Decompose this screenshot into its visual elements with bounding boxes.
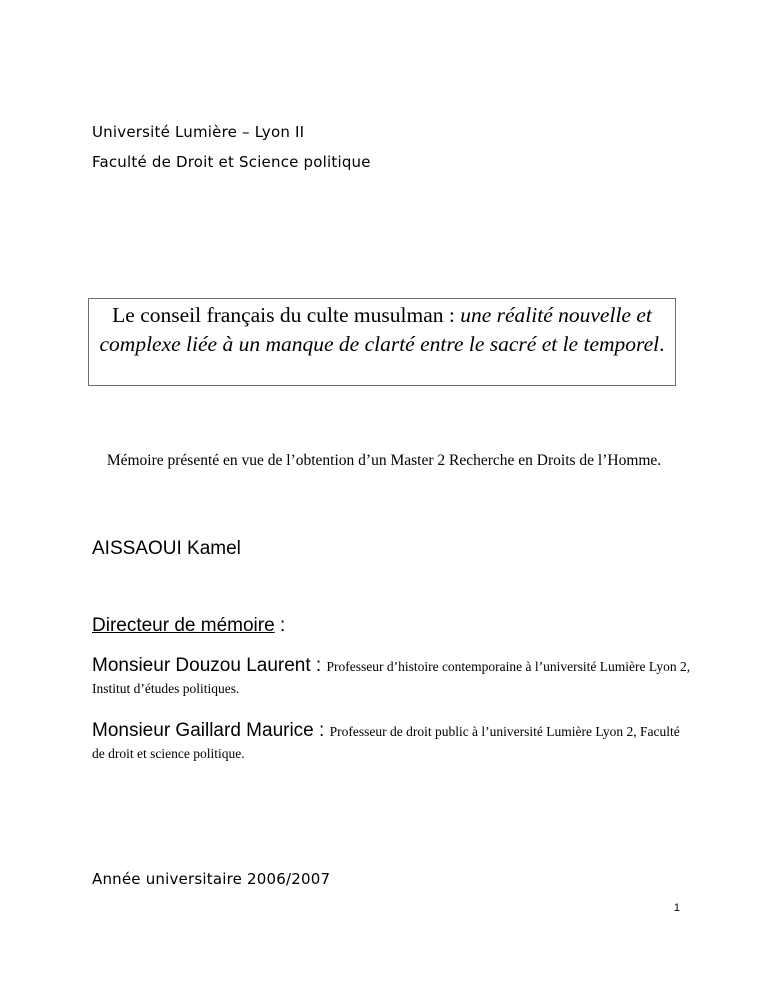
thesis-title [88, 298, 676, 386]
professor-name: Monsieur Douzou Laurent : [92, 655, 327, 676]
university-header [92, 117, 371, 177]
university-name: Université Lumière – Lyon II [92, 123, 305, 141]
professor-description: Professeur d’histoire contemporaine à l’université Lumière Lyon 2, Institut d’études politiques. [92, 659, 691, 696]
thesis-title-regular: Le conseil français du culte musulman : [112, 303, 461, 327]
thesis-title-end: . [659, 332, 665, 356]
director-label: Directeur de mémoire [92, 615, 275, 636]
faculty-name: Faculté de Droit et Science politique [92, 153, 371, 171]
director-heading [92, 615, 285, 637]
page-number: 1 [673, 902, 680, 914]
professor-entry [92, 720, 692, 765]
professor-description: Professeur de droit public à l’université Lumière Lyon 2, Faculté de droit et science politique. [92, 724, 680, 761]
director-suffix: : [274, 615, 286, 636]
professor-name: Monsieur Gaillard Maurice : [92, 720, 330, 741]
author-name: AISSAOUI Kamel [92, 538, 241, 559]
memoire-description: Mémoire présenté en vue de l’obtention d’un Master 2 Recherche en Droits de l’Homme. [106, 452, 662, 469]
thesis-title-italic: une réalité nouvelle et complexe liée à un manque de clarté entre le sacré et le temporel [99, 303, 660, 356]
professor-entry [92, 655, 692, 700]
academic-year: Année universitaire 2006/2007 [92, 870, 331, 888]
